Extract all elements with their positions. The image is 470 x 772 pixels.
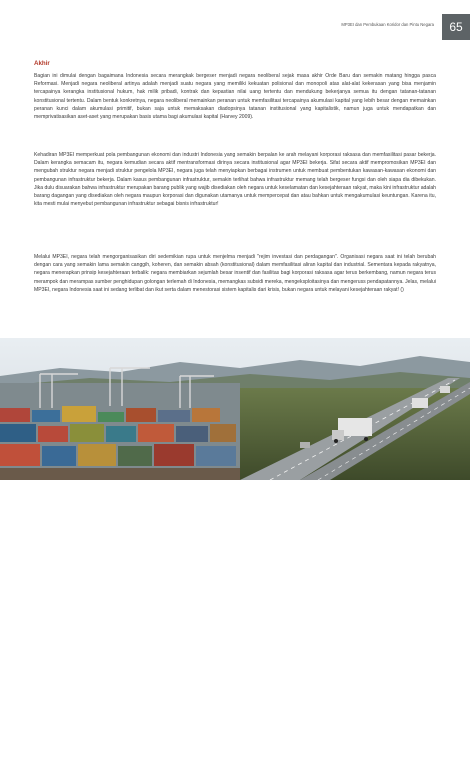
section-title: Akhir [34,60,50,67]
photo-caption-right-title: Jalan Tol TROPPI [412,762,443,766]
paragraph-3: Melalui MP3EI, negara telah mengorganisasikan diri sedemikian rupa untuk menjelma menjadi "rejim investasi dan perdagangan". Organisasi negara saat ini telah berubah dengan cara yang semakin lama semakin canggih, koheren, dan semakin absah (konstitusional) dalam memfasilitasi aliran kapital dan industrial. Sementara kepada rakyatnya, negara menerapkan prinsip kesejahteraan terbalik: negara membiarkan sejumlah besar insentif dan fasilitas bagi korporasi raksasa agar terus berkembang, namun negara terus merampok dan merampas sumber penghidupan golongan terlemah di Indonesia, memangkas subsidi mereka, mengeksploitasinya dan mengeruss pendapatannya. Jelas, melalui MP3EI, negara Indonesia saat ini sedang terlibat dan ikut serta dalam menestorasi sistem kapitalis dari krisis, bukan negara untuk melayani kesejahteraan rakyat! () [34,254,436,293]
photo-caption-left-source: Sumber:myantaraimages.blogspot.com [175,767,242,771]
photo-caption-left-title: Pelabuhan Belawan [191,762,225,766]
port-and-toll-road-photo [0,338,470,771]
photo-caption-left [175,762,241,772]
running-title: MP3EI dan Pembukaan Koridor dan Pintu Negara [341,22,434,27]
paragraph-1: Bagian ini dimulai dengan bagaimana Indonesia secara merangkak bergeser menjadi negara neoliberal sejak masa akhir Orde Baru dan semakin matang hingga pasca Reformasi. Menjadi negara neoliberal artinya adalah menjadi suatu negara yang memiliki kekuatan polisional dan monopoli atas alat-alat kekerasan yang bisa menjamin tercapainya kerangka institusional hukum, hak milik pribadi, kontrak dan kepastian nilai uang tertentu dan mendukung bekerjanya semua itu dengan tatanan-tatanan konstitusional tertentu. Dalam bentuk konkretnya, negara neoliberal memainkan peranan untuk memfasilitasi tercapainya akumulasi kapital yang lebih besar dengan memainkan peranan kunci dalam akumulasi primitif, bukan saja untuk memaksakan diadopsinya tatanan institusional yang kapitalistik, namun juga untuk mendapatkan dan memprivatisasikan aset-aset yang merupakan basis utama bagi akumulasi kapital (Harvey 2009). [34,73,436,121]
photo-caption-right [402,762,454,772]
page-number: 65 [442,14,470,40]
photo-caption-right-source: Sumber: myanmarimages.com [402,767,454,771]
paragraph-2: Kehadiran MP3EI memperkuat pola pembangunan ekonomi dan industri Indonesia yang semakin berpalan ke arah melayani korporasi raksasa dan memfasilitasi pasar bekerja. Dalam kerangka semacam itu, negara kemudian secara aktif mentransformasi dirinya secara institusional agar MP3EI bekerja. Sifat secara aktif mempromosikan MP3EI dan mengubah struktur negara menjadi struktur pengelola MP3EI, negara juga telah menyiapkan berbagai instrumen untuk membuat pembentukan kawasan-kawasan ekonomi dan pembangunan infrastruktur bekerja. Dalam kasus pembangunan infrastruktur, semakin terlihat bahwa infrastruktur memang telah bergeser fungsi dan oleh siapa dia dibekukan. Jika dulu disuarakan bahwa infrastruktur merupakan barang publik yang wajib disediakan oleh negara untuk keselamatan dan kesejahteraan rakyat, maka kini infrastruktur adalah barang dagangan yang disediakan oleh negara maupun korporasi dan digunakan utamanya untuk mempercepat dan atau bahkan untuk mengakumulasi keuntungan. Karena itu, kita mesti mulai menyebut pembangunan infrastruktur sebagai bisnis infrastruktur! [34,152,436,208]
